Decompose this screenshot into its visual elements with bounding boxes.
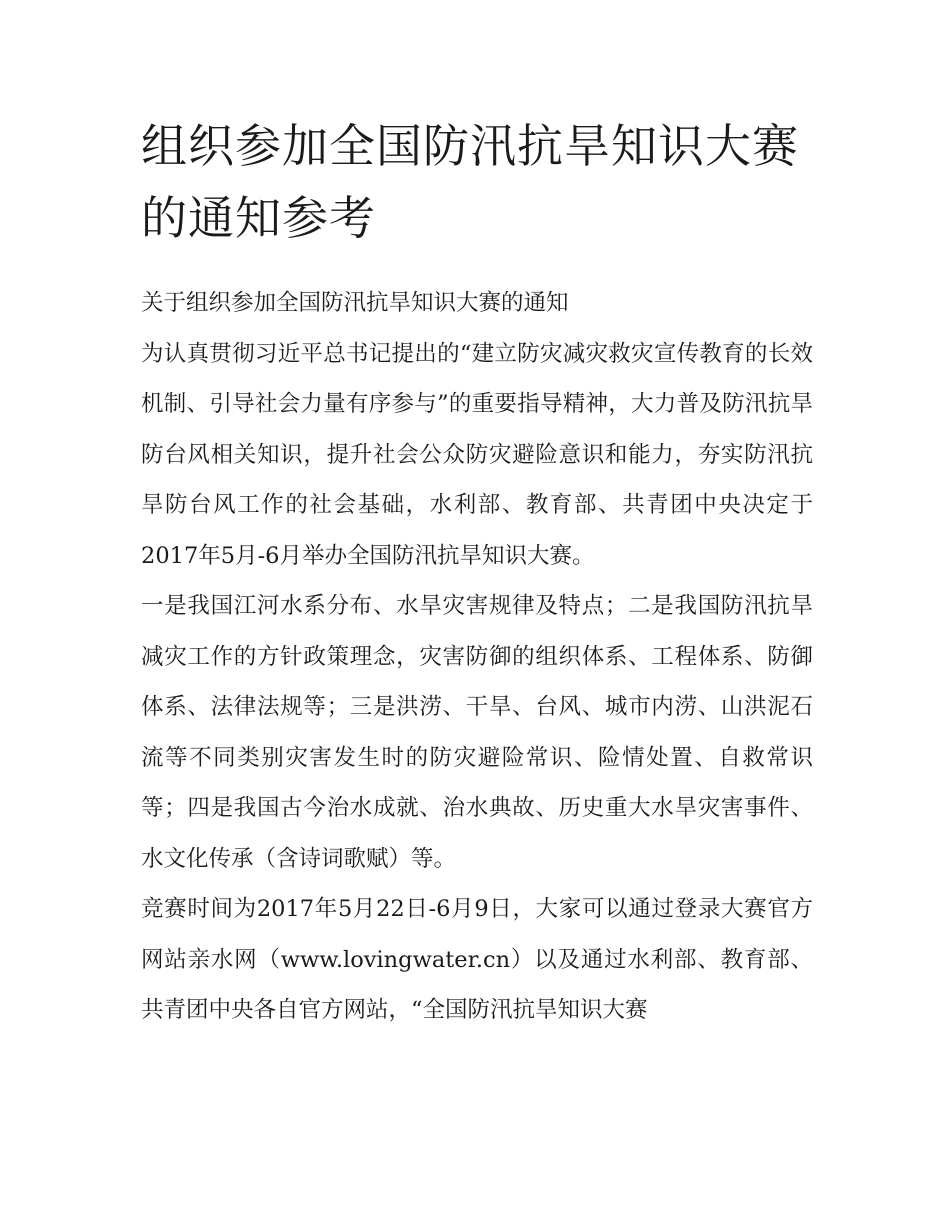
content-paragraph: 一是我国江河水系分布、水旱灾害规律及特点；二是我国防汛抗旱减灾工作的方针政策理念，灾害防御的组织体系、工程体系、防御体系、法律法规等；三是洪涝、干旱、台风、城市内涝、山洪泥石流等不同类别灾害发生时的防灾避险常识、险情处置、自救常识等；四是我国古今治水成就、治水典故、历史重大水旱灾害事件、水文化传承（含诗词歌赋）等。 <box>141 593 813 872</box>
document-title: 组织参加全国防汛抗旱知识大赛的通知参考 <box>141 119 799 245</box>
schedule-paragraph: 竞赛时间为2017年5月22日-6月9日，大家可以通过登录大赛官方网站亲水网（www.lovingwater.cn）以及通过水利部、教育部、共青团中央各自官方网站，“全国防汛抗旱知识大赛 <box>141 896 813 1023</box>
document-page <box>141 110 813 1036</box>
notice-heading: 关于组织参加全国防汛抗旱知识大赛的通知 <box>141 290 569 316</box>
intro-paragraph: 为认真贯彻习近平总书记提出的“建立防灾减灾救灾宣传教育的长效机制、引导社会力量有序参与”的重要指导精神，大力普及防汛抗旱防台风相关知识，提升社会公众防灾避险意识和能力，夯实防汛抗旱防台风工作的社会基础，水利部、教育部、共青团中央决定于2017年5月-6月举办全国防汛抗旱知识大赛。 <box>141 340 813 569</box>
